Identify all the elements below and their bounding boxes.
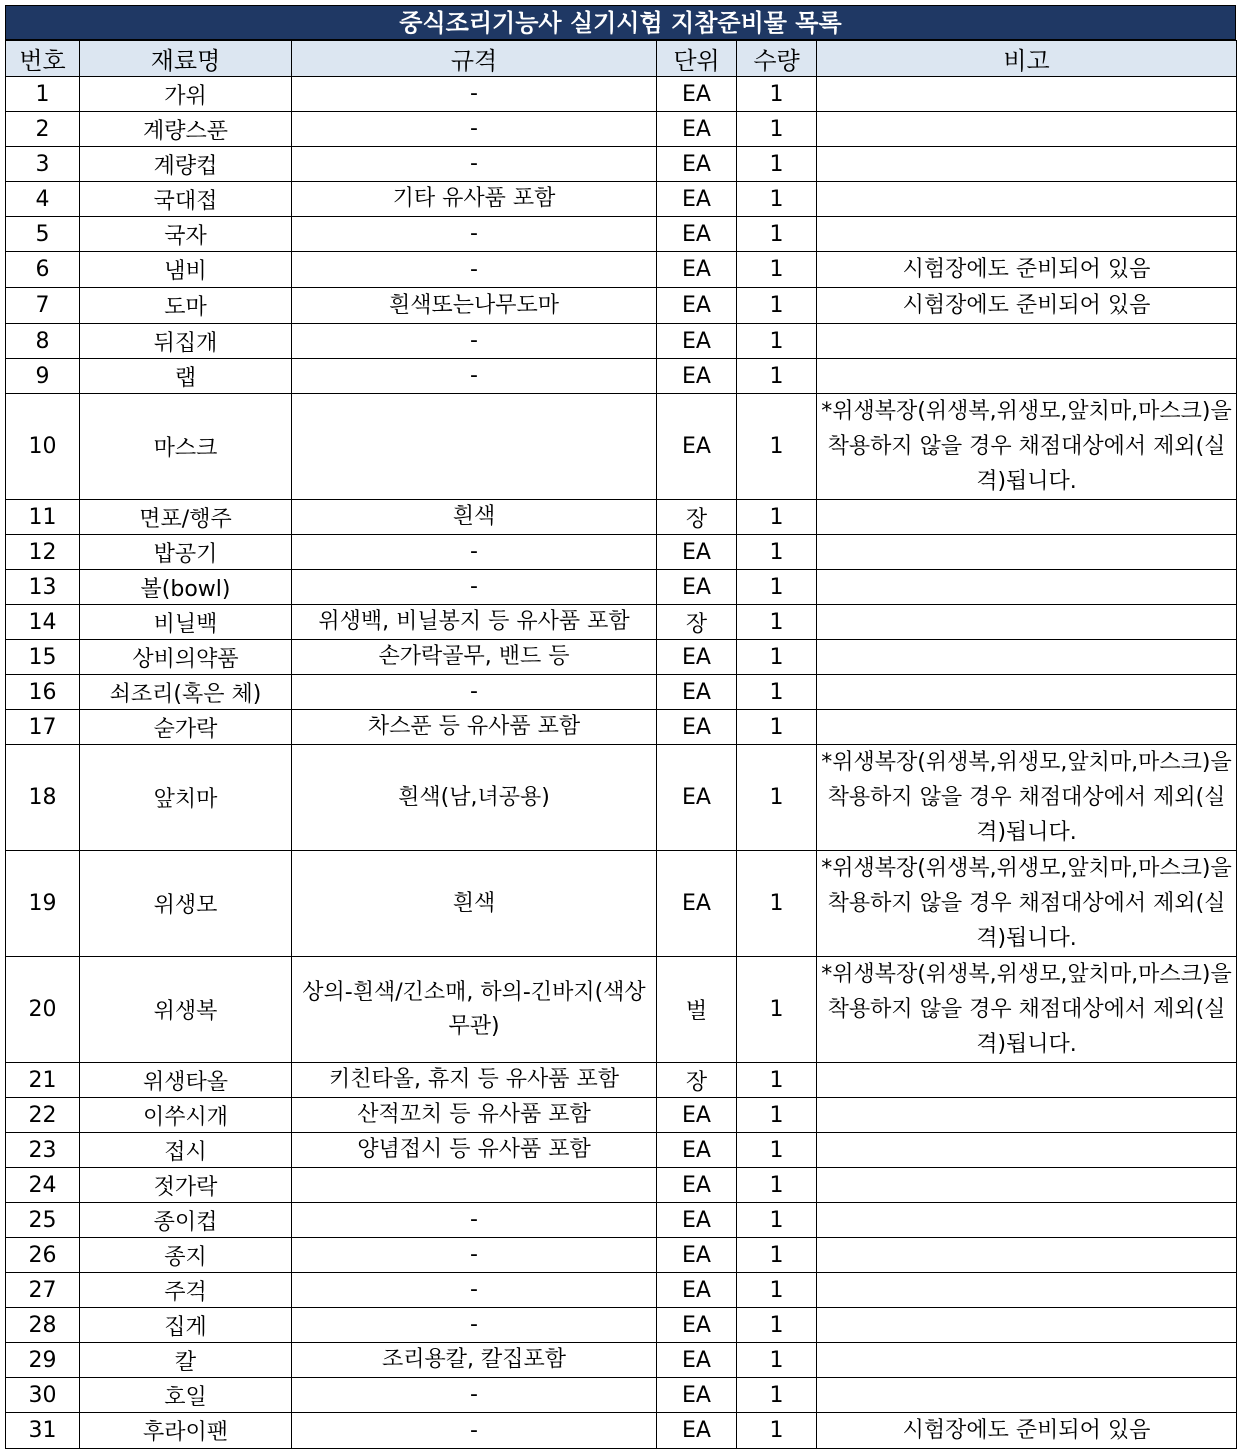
cell-item-name: 위생타올 (80, 1063, 292, 1098)
cell-spec: 흰색 (292, 500, 657, 535)
cell-unit: EA (657, 640, 737, 675)
cell-item-name: 접시 (80, 1133, 292, 1168)
header-row (6, 41, 1237, 77)
table-row (6, 324, 1237, 359)
table-row (6, 1413, 1237, 1449)
cell-spec: - (292, 1308, 657, 1343)
table-row (6, 112, 1237, 147)
cell-unit: EA (657, 182, 737, 217)
cell-spec: - (292, 252, 657, 288)
table-row (6, 605, 1237, 640)
cell-number: 17 (6, 710, 80, 745)
table-body (6, 77, 1237, 1449)
table-row (6, 1343, 1237, 1378)
cell-spec (292, 394, 657, 500)
table-row (6, 147, 1237, 182)
cell-item-name: 주걱 (80, 1273, 292, 1308)
cell-note (817, 77, 1237, 112)
cell-unit: EA (657, 324, 737, 359)
header-unit: 단위 (657, 41, 737, 77)
cell-number: 12 (6, 535, 80, 570)
cell-quantity: 1 (737, 1063, 817, 1098)
cell-note: 시험장에도 준비되어 있음 (817, 288, 1237, 324)
cell-spec: 기타 유사품 포함 (292, 182, 657, 217)
cell-quantity: 1 (737, 359, 817, 394)
cell-quantity: 1 (737, 710, 817, 745)
table-row (6, 710, 1237, 745)
table-row (6, 217, 1237, 252)
cell-unit: EA (657, 77, 737, 112)
cell-item-name: 상비의약품 (80, 640, 292, 675)
cell-item-name: 종지 (80, 1238, 292, 1273)
table-row (6, 535, 1237, 570)
cell-number: 26 (6, 1238, 80, 1273)
cell-note (817, 500, 1237, 535)
cell-quantity: 1 (737, 500, 817, 535)
cell-number: 23 (6, 1133, 80, 1168)
table-row (6, 957, 1237, 1063)
sheet-title: 중식조리기능사 실기시험 지참준비물 목록 (5, 5, 1236, 40)
cell-note (817, 1098, 1237, 1133)
cell-unit: EA (657, 1133, 737, 1168)
table-row (6, 1203, 1237, 1238)
cell-quantity: 1 (737, 252, 817, 288)
cell-spec: 상의-흰색/긴소매, 하의-긴바지(색상무관) (292, 957, 657, 1063)
table-row (6, 851, 1237, 957)
cell-item-name: 비닐백 (80, 605, 292, 640)
cell-quantity: 1 (737, 851, 817, 957)
cell-unit: EA (657, 1343, 737, 1378)
cell-item-name: 가위 (80, 77, 292, 112)
cell-spec: 조리용칼, 칼집포함 (292, 1343, 657, 1378)
cell-note: 시험장에도 준비되어 있음 (817, 252, 1237, 288)
cell-item-name: 뒤집개 (80, 324, 292, 359)
cell-spec: - (292, 77, 657, 112)
cell-quantity: 1 (737, 1273, 817, 1308)
table-row (6, 745, 1237, 851)
cell-number: 16 (6, 675, 80, 710)
cell-quantity: 1 (737, 1203, 817, 1238)
cell-note (817, 535, 1237, 570)
cell-note (817, 359, 1237, 394)
cell-spec: - (292, 112, 657, 147)
cell-quantity: 1 (737, 1133, 817, 1168)
table-row (6, 1238, 1237, 1273)
cell-number: 2 (6, 112, 80, 147)
cell-number: 8 (6, 324, 80, 359)
cell-quantity: 1 (737, 1308, 817, 1343)
header-spec: 규격 (292, 41, 657, 77)
cell-spec: - (292, 1203, 657, 1238)
table-row (6, 1273, 1237, 1308)
cell-number: 6 (6, 252, 80, 288)
cell-quantity: 1 (737, 745, 817, 851)
cell-number: 31 (6, 1413, 80, 1449)
cell-note (817, 675, 1237, 710)
cell-quantity: 1 (737, 640, 817, 675)
cell-item-name: 도마 (80, 288, 292, 324)
cell-note (817, 1343, 1237, 1378)
cell-note (817, 1203, 1237, 1238)
cell-number: 7 (6, 288, 80, 324)
cell-note: *위생복장(위생복,위생모,앞치마,마스크)을 착용하지 않을 경우 채점대상에서 제외(실격)됩니다. (817, 394, 1237, 500)
cell-number: 22 (6, 1098, 80, 1133)
cell-unit: 벌 (657, 957, 737, 1063)
cell-unit: EA (657, 217, 737, 252)
cell-unit: EA (657, 745, 737, 851)
cell-quantity: 1 (737, 1238, 817, 1273)
cell-quantity: 1 (737, 605, 817, 640)
cell-unit: 장 (657, 1063, 737, 1098)
cell-item-name: 면포/행주 (80, 500, 292, 535)
cell-spec: 양념접시 등 유사품 포함 (292, 1133, 657, 1168)
cell-spec: 키친타올, 휴지 등 유사품 포함 (292, 1063, 657, 1098)
cell-item-name: 볼(bowl) (80, 570, 292, 605)
cell-item-name: 종이컵 (80, 1203, 292, 1238)
cell-note (817, 324, 1237, 359)
cell-spec: - (292, 535, 657, 570)
table-row (6, 1133, 1237, 1168)
cell-item-name: 위생복 (80, 957, 292, 1063)
cell-item-name: 집게 (80, 1308, 292, 1343)
table-row (6, 288, 1237, 324)
cell-quantity: 1 (737, 324, 817, 359)
cell-quantity: 1 (737, 217, 817, 252)
cell-note (817, 605, 1237, 640)
cell-item-name: 위생모 (80, 851, 292, 957)
cell-item-name: 칼 (80, 1343, 292, 1378)
cell-number: 21 (6, 1063, 80, 1098)
table-row (6, 1308, 1237, 1343)
cell-note (817, 1063, 1237, 1098)
cell-spec: - (292, 1238, 657, 1273)
cell-spec: 위생백, 비닐봉지 등 유사품 포함 (292, 605, 657, 640)
cell-spec: - (292, 217, 657, 252)
cell-spec: 손가락골무, 밴드 등 (292, 640, 657, 675)
cell-note (817, 147, 1237, 182)
cell-quantity: 1 (737, 1378, 817, 1413)
cell-quantity: 1 (737, 957, 817, 1063)
cell-unit: EA (657, 1413, 737, 1449)
cell-note (817, 640, 1237, 675)
cell-unit: EA (657, 1203, 737, 1238)
cell-unit: EA (657, 710, 737, 745)
cell-spec: 차스푼 등 유사품 포함 (292, 710, 657, 745)
cell-note (817, 1168, 1237, 1203)
cell-unit: 장 (657, 500, 737, 535)
table-row (6, 394, 1237, 500)
cell-quantity: 1 (737, 182, 817, 217)
cell-note (817, 1273, 1237, 1308)
cell-quantity: 1 (737, 1413, 817, 1449)
table-row (6, 1378, 1237, 1413)
cell-number: 25 (6, 1203, 80, 1238)
cell-quantity: 1 (737, 288, 817, 324)
table-row (6, 570, 1237, 605)
cell-spec: - (292, 1378, 657, 1413)
cell-number: 18 (6, 745, 80, 851)
cell-number: 29 (6, 1343, 80, 1378)
cell-quantity: 1 (737, 1098, 817, 1133)
cell-note (817, 1133, 1237, 1168)
cell-spec: 흰색또는나무도마 (292, 288, 657, 324)
cell-spec (292, 1168, 657, 1203)
cell-item-name: 마스크 (80, 394, 292, 500)
table-row (6, 675, 1237, 710)
cell-unit: EA (657, 851, 737, 957)
cell-number: 13 (6, 570, 80, 605)
cell-number: 14 (6, 605, 80, 640)
cell-number: 27 (6, 1273, 80, 1308)
cell-note: *위생복장(위생복,위생모,앞치마,마스크)을 착용하지 않을 경우 채점대상에서 제외(실격)됩니다. (817, 745, 1237, 851)
cell-item-name: 이쑤시개 (80, 1098, 292, 1133)
cell-spec: - (292, 1273, 657, 1308)
cell-unit: 장 (657, 605, 737, 640)
header-number: 번호 (6, 41, 80, 77)
cell-unit: EA (657, 252, 737, 288)
cell-item-name: 계량스푼 (80, 112, 292, 147)
header-note: 비고 (817, 41, 1237, 77)
cell-item-name: 후라이팬 (80, 1413, 292, 1449)
cell-number: 5 (6, 217, 80, 252)
cell-number: 11 (6, 500, 80, 535)
table-row (6, 252, 1237, 288)
table-row (6, 1168, 1237, 1203)
cell-spec: 흰색 (292, 851, 657, 957)
cell-item-name: 냄비 (80, 252, 292, 288)
cell-quantity: 1 (737, 147, 817, 182)
cell-quantity: 1 (737, 570, 817, 605)
cell-unit: EA (657, 394, 737, 500)
cell-item-name: 젓가락 (80, 1168, 292, 1203)
cell-unit: EA (657, 147, 737, 182)
cell-spec: - (292, 570, 657, 605)
cell-quantity: 1 (737, 1343, 817, 1378)
cell-spec: - (292, 324, 657, 359)
cell-quantity: 1 (737, 535, 817, 570)
cell-number: 28 (6, 1308, 80, 1343)
cell-unit: EA (657, 1308, 737, 1343)
cell-item-name: 계량컵 (80, 147, 292, 182)
cell-note (817, 217, 1237, 252)
table-row (6, 1098, 1237, 1133)
cell-item-name: 호일 (80, 1378, 292, 1413)
cell-unit: EA (657, 1378, 737, 1413)
cell-unit: EA (657, 1098, 737, 1133)
cell-quantity: 1 (737, 675, 817, 710)
cell-number: 3 (6, 147, 80, 182)
cell-number: 24 (6, 1168, 80, 1203)
table-row (6, 77, 1237, 112)
cell-note (817, 710, 1237, 745)
table-row (6, 182, 1237, 217)
cell-unit: EA (657, 1238, 737, 1273)
cell-note: 시험장에도 준비되어 있음 (817, 1413, 1237, 1449)
cell-spec: 산적꼬치 등 유사품 포함 (292, 1098, 657, 1133)
header-item-name: 재료명 (80, 41, 292, 77)
cell-number: 15 (6, 640, 80, 675)
cell-unit: EA (657, 112, 737, 147)
cell-note (817, 182, 1237, 217)
cell-unit: EA (657, 1168, 737, 1203)
cell-spec: 흰색(남,녀공용) (292, 745, 657, 851)
cell-number: 19 (6, 851, 80, 957)
cell-quantity: 1 (737, 77, 817, 112)
cell-item-name: 국자 (80, 217, 292, 252)
cell-note: *위생복장(위생복,위생모,앞치마,마스크)을 착용하지 않을 경우 채점대상에서 제외(실격)됩니다. (817, 851, 1237, 957)
cell-unit: EA (657, 570, 737, 605)
table-row (6, 359, 1237, 394)
cell-note: *위생복장(위생복,위생모,앞치마,마스크)을 착용하지 않을 경우 채점대상에서 제외(실격)됩니다. (817, 957, 1237, 1063)
cell-number: 9 (6, 359, 80, 394)
cell-note (817, 1308, 1237, 1343)
cell-quantity: 1 (737, 394, 817, 500)
cell-number: 1 (6, 77, 80, 112)
cell-number: 20 (6, 957, 80, 1063)
cell-item-name: 랩 (80, 359, 292, 394)
cell-quantity: 1 (737, 112, 817, 147)
cell-spec: - (292, 147, 657, 182)
table-row (6, 1063, 1237, 1098)
cell-number: 30 (6, 1378, 80, 1413)
cell-item-name: 국대접 (80, 182, 292, 217)
cell-spec: - (292, 675, 657, 710)
cell-spec: - (292, 359, 657, 394)
cell-note (817, 1238, 1237, 1273)
cell-unit: EA (657, 288, 737, 324)
supplies-table (5, 40, 1237, 1449)
table-row (6, 640, 1237, 675)
cell-number: 10 (6, 394, 80, 500)
cell-item-name: 앞치마 (80, 745, 292, 851)
cell-unit: EA (657, 359, 737, 394)
cell-quantity: 1 (737, 1168, 817, 1203)
checklist-sheet (5, 5, 1236, 1449)
header-quantity: 수량 (737, 41, 817, 77)
cell-note (817, 1378, 1237, 1413)
cell-item-name: 쇠조리(혹은 체) (80, 675, 292, 710)
cell-spec: - (292, 1413, 657, 1449)
table-row (6, 500, 1237, 535)
cell-item-name: 숟가락 (80, 710, 292, 745)
cell-unit: EA (657, 675, 737, 710)
cell-note (817, 570, 1237, 605)
cell-number: 4 (6, 182, 80, 217)
cell-unit: EA (657, 1273, 737, 1308)
cell-note (817, 112, 1237, 147)
cell-item-name: 밥공기 (80, 535, 292, 570)
cell-unit: EA (657, 535, 737, 570)
